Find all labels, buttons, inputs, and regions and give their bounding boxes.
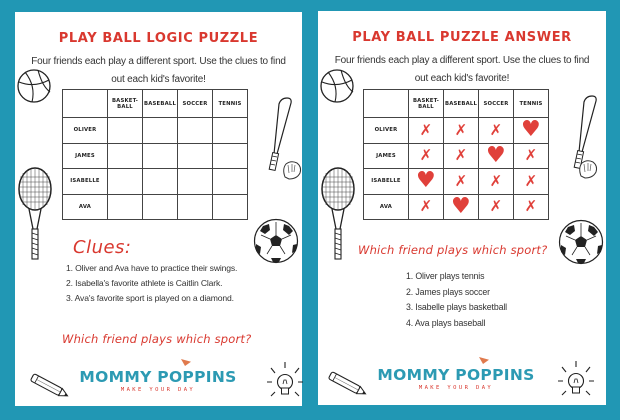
grid-cell[interactable] (178, 143, 213, 169)
heart-icon: ♥ (416, 168, 436, 194)
grid-cell (514, 118, 549, 144)
puzzle-intro (29, 53, 288, 89)
column-header-baseball: BASEBALL (444, 90, 479, 118)
baseball-glove-icon (577, 158, 599, 180)
grid-cell[interactable] (178, 194, 213, 220)
question-prompt: Which friend plays which sport? (358, 243, 548, 257)
x-mark-icon: ✗ (489, 171, 503, 190)
grid-cell (479, 169, 514, 195)
grid-cell[interactable] (143, 118, 178, 144)
column-header-tennis: TENNIS (514, 90, 549, 118)
soccer-ball-icon (558, 219, 604, 265)
grid-cell[interactable] (143, 194, 178, 220)
pencil-icon (26, 373, 72, 399)
grid-cell[interactable] (108, 118, 143, 144)
grid-cell[interactable] (108, 143, 143, 169)
puzzle-card (15, 12, 302, 406)
grid-corner (364, 90, 409, 118)
column-header-tennis: TENNIS (213, 90, 248, 118)
answer-item: 1. Oliver plays tennis (406, 271, 485, 281)
grid-cell[interactable] (143, 169, 178, 195)
grid-cell[interactable] (108, 194, 143, 220)
grid-cell[interactable] (108, 169, 143, 195)
grid-cell[interactable] (213, 194, 248, 220)
soccer-ball-icon (253, 218, 299, 264)
grid-cell[interactable] (143, 143, 178, 169)
clue-item: 2. Isabella's favorite athlete is Caitlin Clark. (66, 278, 223, 288)
grid-cell (444, 169, 479, 195)
grid-cell (409, 169, 444, 195)
grid-cell (479, 118, 514, 144)
grid-cell (444, 118, 479, 144)
table-row (364, 194, 549, 220)
grid-cell (409, 194, 444, 220)
clue-item: 3. Ava's favorite sport is played on a diamond. (66, 293, 234, 303)
baseball-glove-icon (281, 159, 303, 181)
mommy-poppins-logo (376, 366, 536, 392)
clue-item: 1. Oliver and Ava have to practice their swings. (66, 263, 238, 273)
row-header-oliver: OLIVER (63, 118, 108, 144)
x-mark-icon: ✗ (454, 120, 468, 139)
x-mark-icon: ✗ (489, 197, 503, 216)
answer-grid (363, 89, 549, 220)
row-header-ava: AVA (364, 194, 409, 220)
logo-tagline: MAKE YOUR DAY (418, 385, 494, 391)
table-row (364, 118, 549, 144)
column-header-soccer: SOCCER (178, 90, 213, 118)
x-mark-icon: ✗ (454, 146, 468, 165)
heart-icon: ♥ (451, 193, 471, 219)
intro-line-1: Four friends each play a different sport. Use the clues to find (334, 55, 590, 66)
x-mark-icon: ✗ (419, 120, 433, 139)
answer-title: PLAY BALL PUZZLE ANSWER (352, 30, 572, 45)
row-header-oliver: OLIVER (364, 118, 409, 144)
heart-icon: ♥ (486, 142, 506, 168)
x-mark-icon: ✗ (454, 171, 468, 190)
logo-tagline: MAKE YOUR DAY (120, 387, 196, 393)
answer-card (318, 11, 606, 405)
row-header-james: JAMES (364, 143, 409, 169)
table-row (364, 169, 549, 195)
grid-cell (444, 143, 479, 169)
logo-name: MOMMY POPPINS (377, 366, 535, 384)
mommy-poppins-logo (78, 368, 238, 394)
grid-cell[interactable] (213, 169, 248, 195)
grid-cell[interactable] (213, 143, 248, 169)
heart-icon: ♥ (521, 117, 541, 143)
table-row (63, 169, 248, 195)
tennis-racket-icon (320, 167, 356, 262)
grid-cell[interactable] (213, 118, 248, 144)
table-row (63, 118, 248, 144)
grid-cell (514, 143, 549, 169)
grid-cell (479, 143, 514, 169)
grid-cell (409, 143, 444, 169)
grid-cell (514, 169, 549, 195)
logo-name: MOMMY POPPINS (79, 368, 237, 386)
clues-list (66, 261, 237, 306)
x-mark-icon: ✗ (524, 146, 538, 165)
intro-line-1: Four friends each play a different sport. Use the clues to find (31, 56, 286, 67)
row-header-ava: AVA (63, 194, 108, 220)
column-header-basketball: BASKET- BALL (409, 90, 444, 118)
grid-cell[interactable] (178, 169, 213, 195)
answer-item: 2. James plays soccer (406, 286, 490, 297)
grid-cell[interactable] (178, 118, 213, 144)
lightbulb-icon (265, 360, 305, 402)
grid-cell (479, 194, 514, 220)
lightbulb-icon (556, 359, 596, 401)
column-header-baseball: BASEBALL (143, 90, 178, 118)
row-header-isabelle: ISABELLE (63, 169, 108, 195)
x-mark-icon: ✗ (419, 197, 433, 216)
grid-corner (63, 90, 108, 118)
tennis-racket-icon (17, 167, 53, 262)
x-mark-icon: ✗ (524, 197, 538, 216)
row-header-isabelle: ISABELLE (364, 169, 409, 195)
grid-cell (409, 118, 444, 144)
intro-line-2: out each kid's favorite! (414, 73, 510, 84)
x-mark-icon: ✗ (419, 146, 433, 165)
table-row (364, 143, 549, 169)
column-header-soccer: SOCCER (479, 90, 514, 118)
answer-intro (332, 52, 592, 88)
paper-plane-icon (181, 359, 191, 366)
x-mark-icon: ✗ (489, 120, 503, 139)
question-prompt: Which friend plays which sport? (62, 332, 252, 346)
answers-list (406, 269, 507, 331)
column-header-basketball: BASKET- BALL (108, 90, 143, 118)
table-row (63, 194, 248, 220)
pencil-icon (324, 371, 370, 397)
table-row (63, 143, 248, 169)
basketball-icon (319, 68, 355, 104)
logic-grid (62, 89, 248, 220)
clues-heading: Clues: (73, 237, 132, 258)
answer-item: 4. Ava plays baseball (406, 317, 486, 328)
puzzle-title: PLAY BALL LOGIC PUZZLE (58, 31, 259, 46)
paper-plane-icon (479, 357, 489, 364)
answer-item: 3. Isabelle plays basketball (406, 302, 507, 312)
basketball-icon (16, 68, 52, 104)
row-header-james: JAMES (63, 143, 108, 169)
grid-cell (514, 194, 549, 220)
x-mark-icon: ✗ (524, 171, 538, 190)
intro-line-2: out each kid's favorite! (111, 74, 206, 85)
grid-cell (444, 194, 479, 220)
